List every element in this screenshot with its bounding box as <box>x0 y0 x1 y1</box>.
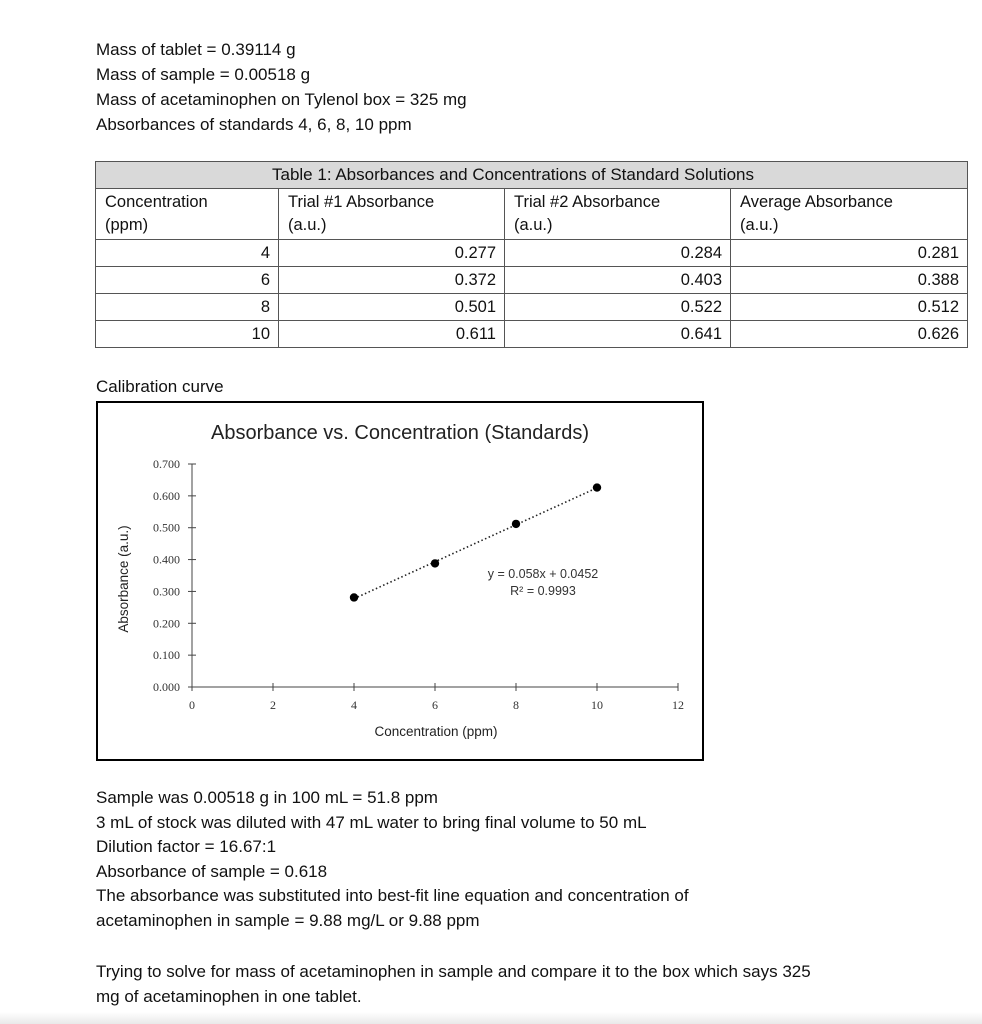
trendline-equation: y = 0.058x + 0.0452 <box>487 567 599 581</box>
data-point <box>350 593 358 601</box>
r-squared-label: R² = 0.9993 <box>510 584 576 598</box>
y-tick-label: 0.000 <box>153 680 180 694</box>
y-axis-label: Absorbance (a.u.) <box>116 525 131 633</box>
sample-absorbance-text: Absorbance of sample = 0.618 <box>96 861 328 881</box>
x-tick-label: 10 <box>591 698 603 712</box>
x-tick-label: 12 <box>672 698 684 712</box>
cell-trial2: 0.403 <box>505 267 731 294</box>
question-line-2: mg of acetaminophen in one tablet. <box>96 987 362 1006</box>
y-tick-label: 0.600 <box>153 488 180 503</box>
header-trial2: Trial #2 Absorbance (a.u.) <box>505 189 731 240</box>
cell-trial1: 0.277 <box>279 240 505 267</box>
cell-trial1: 0.501 <box>279 294 505 321</box>
table-row <box>96 321 968 348</box>
substitution-text: The absorbance was substituted into best-fit line equation and concentration of <box>96 886 689 906</box>
cell-concentration: 10 <box>96 321 279 348</box>
cell-trial1: 0.372 <box>279 267 505 294</box>
y-tick-label: 0.200 <box>153 616 180 631</box>
cell-concentration: 6 <box>96 267 279 294</box>
header-average: Average Absorbance (a.u.) <box>731 189 968 240</box>
given-data-block <box>96 37 467 137</box>
table-header-row <box>96 189 968 240</box>
question-block <box>96 959 811 1009</box>
cell-trial2: 0.284 <box>505 240 731 267</box>
x-tick-label: 0 <box>189 698 195 712</box>
dilution-text: 3 mL of stock was diluted with 47 mL water to bring final volume to 50 mL <box>96 812 647 832</box>
calibration-chart <box>96 401 704 761</box>
cell-trial2: 0.522 <box>505 294 731 321</box>
page-bottom-shadow <box>0 1012 982 1024</box>
y-tick-label: 0.700 <box>153 457 180 471</box>
cell-concentration: 4 <box>96 240 279 267</box>
tablet-mass-text: Mass of tablet = 0.39114 g <box>96 40 296 59</box>
chart-title: Absorbance vs. Concentration (Standards) <box>211 422 589 444</box>
cell-trial2: 0.641 <box>505 321 731 348</box>
cell-trial1: 0.611 <box>279 321 505 348</box>
table-row <box>96 294 968 321</box>
table-row <box>96 240 968 267</box>
x-tick-label: 8 <box>513 698 519 712</box>
sample-conc-text: Sample was 0.00518 g in 100 mL = 51.8 ppm <box>96 788 438 807</box>
cell-concentration: 8 <box>96 294 279 321</box>
sample-mass-text: Mass of sample = 0.00518 g <box>96 65 311 84</box>
x-tick-label: 4 <box>351 698 357 712</box>
x-axis-label: Concentration (ppm) <box>374 724 498 739</box>
chart-canvas <box>98 403 702 759</box>
dilution-factor-text: Dilution factor = 16.67:1 <box>96 837 277 857</box>
table-row <box>96 267 968 294</box>
standards-text: Absorbances of standards 4, 6, 8, 10 ppm <box>96 115 412 134</box>
question-line-1: Trying to solve for mass of acetaminophen in sample and compare it to the box which says 325 <box>96 962 811 981</box>
y-tick-label: 0.100 <box>153 648 180 663</box>
y-tick-label: 0.300 <box>153 584 180 599</box>
chart-caption: Calibration curve <box>96 377 224 396</box>
header-trial1: Trial #1 Absorbance (a.u.) <box>279 189 505 240</box>
trendline <box>354 488 597 599</box>
x-tick-label: 2 <box>270 698 276 712</box>
data-point <box>512 520 520 528</box>
data-point <box>593 483 601 491</box>
box-mass-text: Mass of acetaminophen on Tylenol box = 325 mg <box>96 90 467 109</box>
header-concentration: Concentration (ppm) <box>96 189 279 240</box>
cell-average: 0.281 <box>731 240 968 267</box>
table-caption: Table 1: Absorbances and Concentrations of Standard Solutions <box>96 162 968 189</box>
cell-average: 0.626 <box>731 321 968 348</box>
cell-average: 0.512 <box>731 294 968 321</box>
standards-table <box>95 161 968 348</box>
y-tick-label: 0.500 <box>153 520 180 535</box>
sample-conc-result-text: acetaminophen in sample = 9.88 mg/L or 9.88 ppm <box>96 910 480 930</box>
data-point <box>431 559 439 567</box>
x-tick-label: 6 <box>432 698 438 712</box>
y-tick-label: 0.400 <box>153 552 180 567</box>
cell-average: 0.388 <box>731 267 968 294</box>
results-block <box>96 786 689 934</box>
